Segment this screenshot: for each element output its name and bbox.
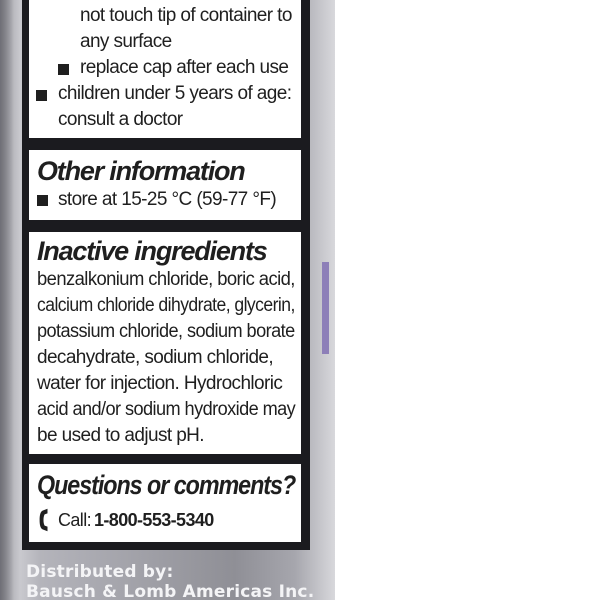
inactive-ingredients-box [29, 232, 301, 454]
call-label: Call: [58, 510, 92, 530]
distributed-by-label: Distributed by: [26, 562, 174, 582]
ingredients-line: benzalkonium chloride, boric acid, [37, 269, 295, 290]
warning-line-1: not touch tip of container to [80, 5, 292, 26]
warning-line-2: any surface [80, 31, 172, 52]
square-bullet-icon [58, 64, 69, 75]
square-bullet-icon [37, 195, 48, 206]
warnings-continued-box [29, 0, 301, 138]
ingredients-line: decahydrate, sodium chloride, [37, 347, 274, 368]
ingredients-line: be used to adjust pH. [37, 425, 204, 446]
bullet-storage-temp: store at 15-25 °C (59-77 °F) [58, 189, 277, 210]
ingredients-line: water for injection. Hydrochloric [37, 373, 283, 394]
questions-heading: Questions or comments? [37, 470, 296, 500]
bullet-children-line-2: consult a doctor [58, 109, 183, 130]
carton-edge-shadow [0, 0, 14, 600]
square-bullet-icon [36, 90, 47, 101]
questions-box [29, 464, 301, 542]
bullet-replace-cap: replace cap after each use [80, 57, 289, 78]
distributor-name: Bausch & Lomb Americas Inc. [26, 582, 315, 602]
ingredients-line: acid and/or sodium hydroxide may [37, 399, 296, 420]
bullet-children-line-1: children under 5 years of age: [58, 83, 292, 104]
phone-handset-icon [39, 508, 49, 532]
inactive-ingredients-heading: Inactive ingredients [37, 236, 267, 266]
ingredients-line: potassium chloride, sodium borate [37, 321, 295, 342]
purple-accent-strip [322, 262, 329, 354]
other-information-heading: Other information [37, 156, 245, 186]
other-information-box [29, 150, 301, 220]
ingredients-line: calcium chloride dihydrate, glycerin, [37, 295, 295, 316]
phone-number: 1-800-553-5340 [94, 510, 214, 530]
